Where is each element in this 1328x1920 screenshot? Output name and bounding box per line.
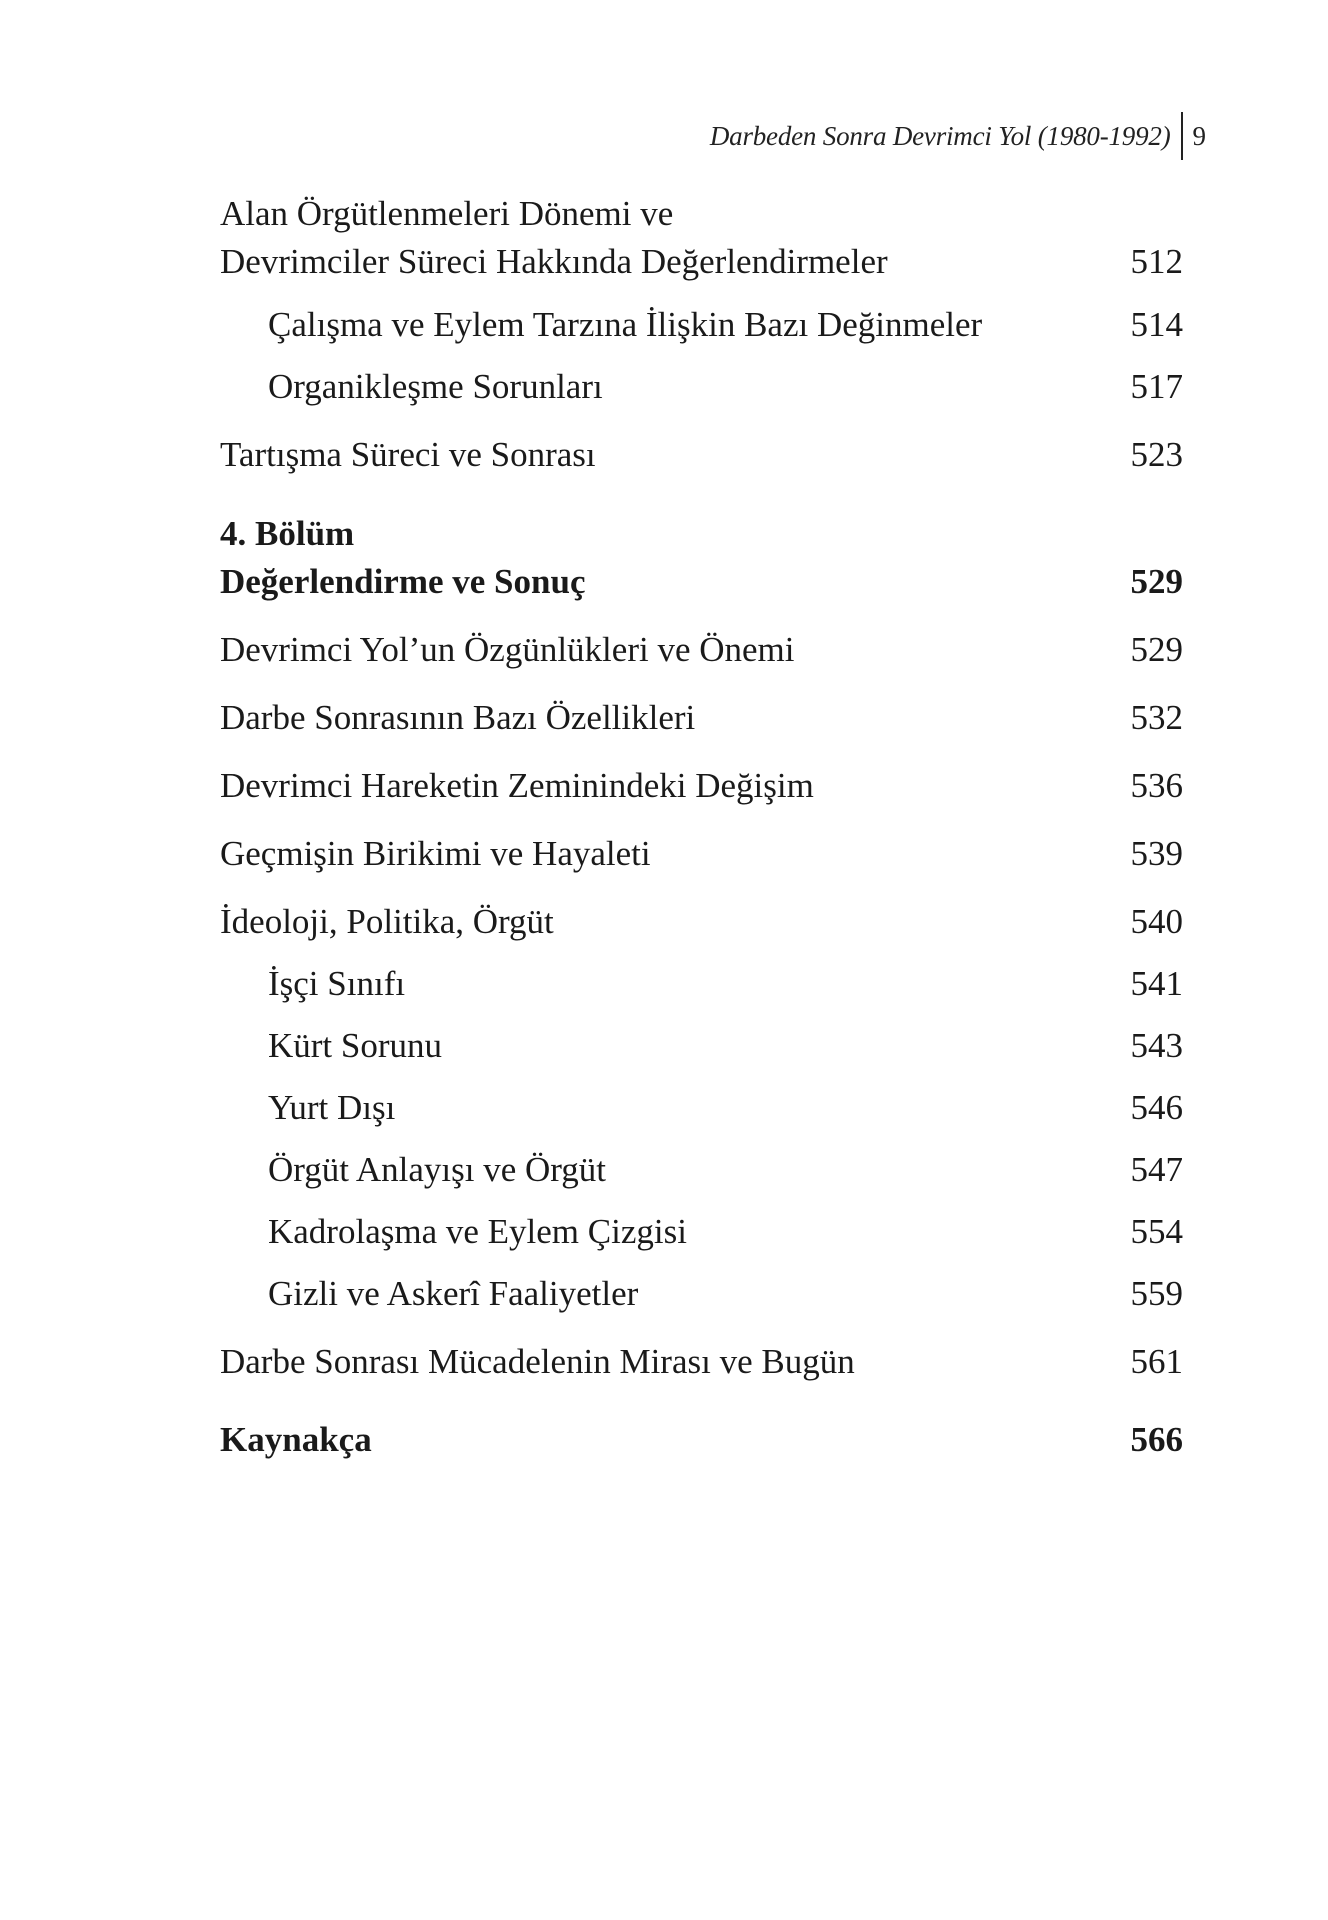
toc-entry-title: Değerlendirme ve Sonuç bbox=[220, 562, 586, 601]
toc-entry-title: Devrimci Hareketin Zeminindeki Değişim bbox=[220, 766, 814, 805]
page-number: 9 bbox=[1192, 120, 1206, 151]
toc-entry-page: 540 bbox=[1130, 902, 1183, 941]
toc-entry-title: Kürt Sorunu bbox=[268, 1026, 443, 1065]
toc-entry-page: 546 bbox=[1130, 1088, 1183, 1127]
toc-entry-page: 539 bbox=[1130, 834, 1183, 873]
toc-entry-title: 4. Bölüm bbox=[220, 514, 355, 553]
toc-section-label bbox=[220, 510, 1183, 558]
toc-entry-title: Devrimciler Süreci Hakkında Değerlendirmeler bbox=[220, 242, 888, 281]
running-title: Darbeden Sonra Devrimci Yol (1980-1992) bbox=[709, 120, 1171, 151]
toc-entry-title: Alan Örgütlenmeleri Dönemi ve bbox=[220, 194, 674, 233]
running-header bbox=[710, 112, 1206, 160]
toc-entry-page: 543 bbox=[1130, 1026, 1183, 1065]
toc-entry bbox=[220, 1208, 1183, 1256]
toc-entry-page: 532 bbox=[1130, 698, 1183, 737]
toc-entry-title: Örgüt Anlayışı ve Örgüt bbox=[268, 1150, 607, 1189]
toc-entry-page: 536 bbox=[1130, 766, 1183, 805]
toc-entry-title: Devrimci Yol’un Özgünlükleri ve Önemi bbox=[220, 630, 795, 669]
toc-entry bbox=[220, 830, 1183, 878]
toc-entry bbox=[220, 238, 1183, 286]
toc-entry-title: Kaynakça bbox=[220, 1420, 372, 1459]
toc-entry bbox=[220, 898, 1183, 946]
toc-entry-page: 559 bbox=[1130, 1274, 1183, 1313]
toc-entry bbox=[220, 694, 1183, 742]
toc-entry-page: 561 bbox=[1130, 1342, 1183, 1381]
toc-entry bbox=[220, 363, 1183, 411]
toc-entry bbox=[220, 762, 1183, 810]
toc-entry-page: 517 bbox=[1130, 367, 1183, 406]
toc-entry-page: 554 bbox=[1130, 1212, 1183, 1251]
toc-entry-title: Darbe Sonrası Mücadelenin Mirası ve Bugün bbox=[220, 1342, 855, 1381]
toc-entry-title: Kadrolaşma ve Eylem Çizgisi bbox=[268, 1212, 687, 1251]
toc-entry-title: Yurt Dışı bbox=[268, 1088, 396, 1127]
toc-entry bbox=[220, 1338, 1183, 1386]
toc-entry-title: Çalışma ve Eylem Tarzına İlişkin Bazı Değinmeler bbox=[268, 305, 983, 344]
toc-entry-page: 547 bbox=[1130, 1150, 1183, 1189]
toc-entry-title: İşçi Sınıfı bbox=[268, 964, 406, 1003]
toc-entry-title: Geçmişin Birikimi ve Hayaleti bbox=[220, 834, 651, 873]
toc-entry-page: 529 bbox=[1130, 562, 1183, 601]
toc-entry-page: 529 bbox=[1130, 630, 1183, 669]
toc-entry-page: 541 bbox=[1130, 964, 1183, 1003]
toc-entry-title: Organikleşme Sorunları bbox=[268, 367, 603, 406]
toc-entry-page: 512 bbox=[1130, 242, 1183, 281]
toc-section-heading bbox=[220, 558, 1183, 606]
toc-entry bbox=[220, 626, 1183, 674]
toc-entry-title: Tartışma Süreci ve Sonrası bbox=[220, 435, 596, 474]
toc-bibliography-entry bbox=[220, 1416, 1183, 1464]
toc-entry bbox=[220, 960, 1183, 1008]
toc-entry bbox=[220, 431, 1183, 479]
toc-entry-title: İdeoloji, Politika, Örgüt bbox=[220, 902, 554, 941]
toc-entry-title: Gizli ve Askerî Faaliyetler bbox=[268, 1274, 639, 1313]
toc-entry bbox=[220, 1146, 1183, 1194]
toc-entry bbox=[220, 1084, 1183, 1132]
header-divider bbox=[1181, 112, 1183, 160]
toc-entry-title: Darbe Sonrasının Bazı Özellikleri bbox=[220, 698, 696, 737]
toc-entry bbox=[220, 1270, 1183, 1318]
toc-entry-page: 523 bbox=[1130, 435, 1183, 474]
toc-entry bbox=[220, 190, 1183, 238]
toc-entry bbox=[220, 1022, 1183, 1070]
toc-entry bbox=[220, 301, 1183, 349]
toc-entry-page: 566 bbox=[1130, 1420, 1183, 1459]
toc-entry-page: 514 bbox=[1130, 305, 1183, 344]
